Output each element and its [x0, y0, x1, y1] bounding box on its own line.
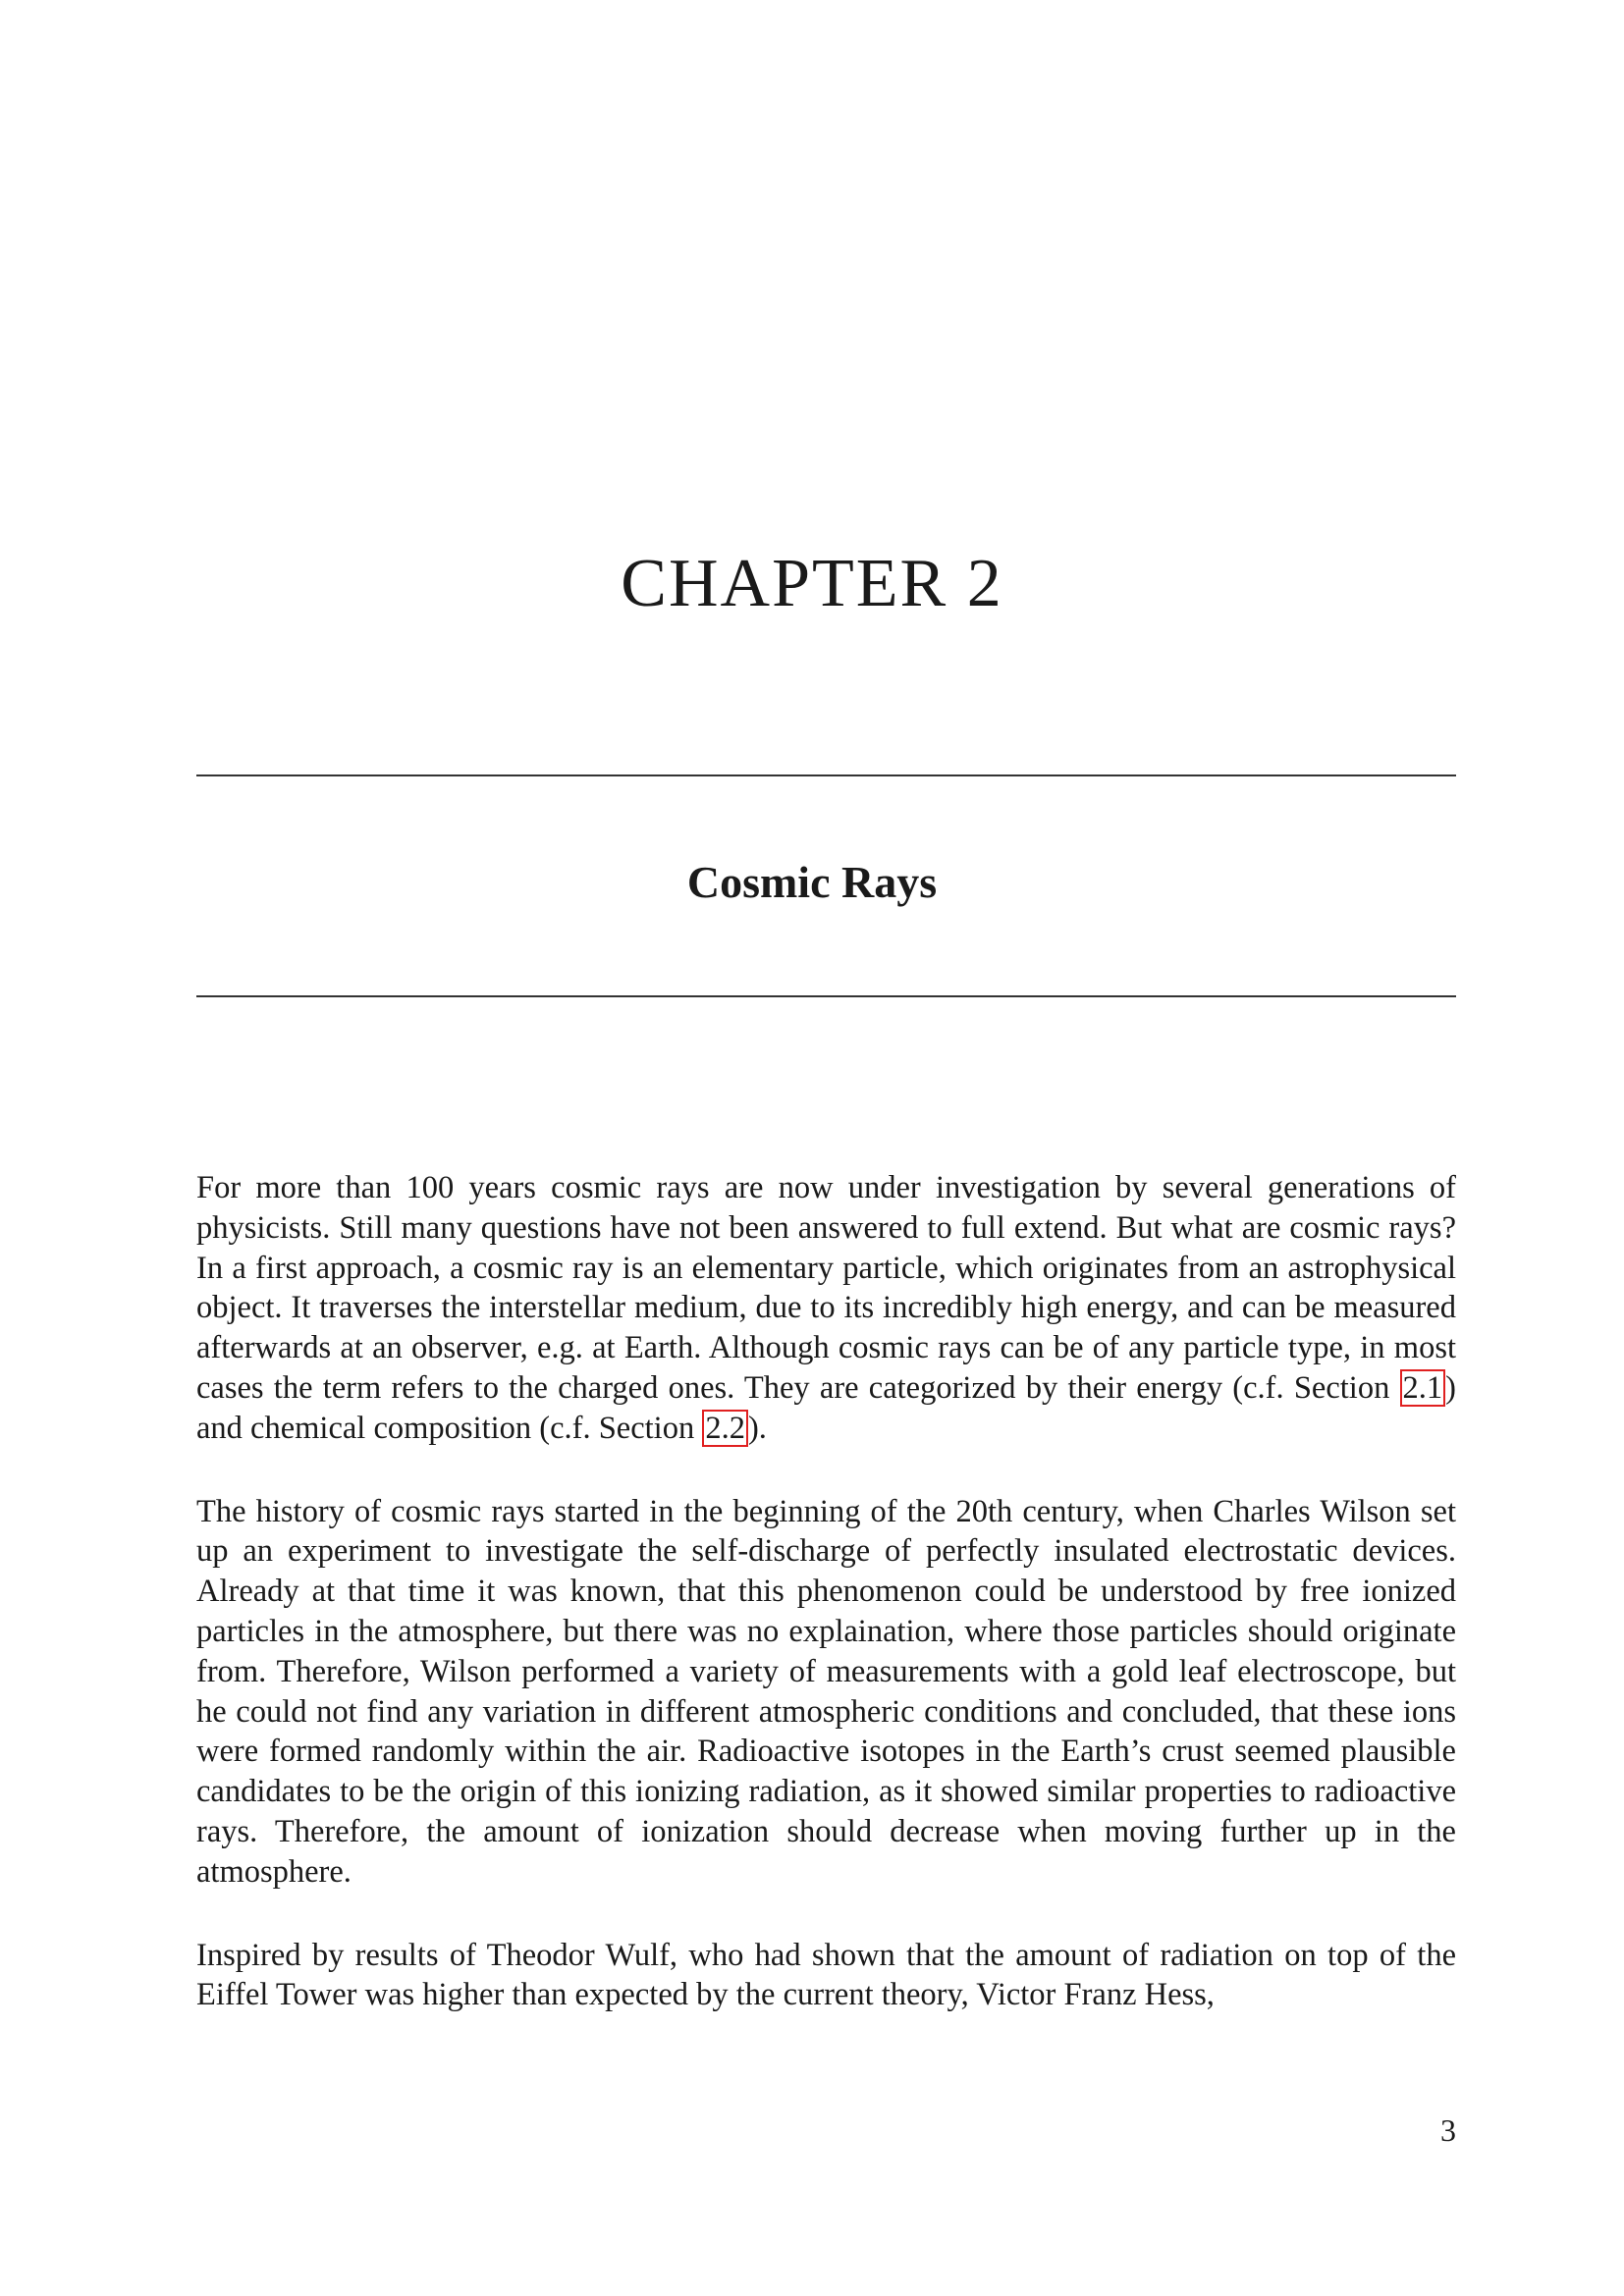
chapter-heading: CHAPTER 2: [621, 546, 1003, 621]
title-rule-bottom: [196, 995, 1456, 997]
paragraph-1-text-a: For more than 100 years cosmic rays are now under investigation by several generations of physicists. Still many questions have not been answered to full extend. But what are cosmic rays? In a first approach, a cosmic ray is an elementary particle, which originates from an astrophysical object. It traverses the interstellar medium, due to its incredibly high energy, and can be measured afterwards at an observer, e.g. at Earth. Although cosmic rays can be of any particle type, in most cases the term refers to the charged ones. They are categorized by their energy (c.f. Section: [196, 1170, 1456, 1406]
paragraph-2: The history of cosmic rays started in the beginning of the 20th century, when Charles Wilson set up an experiment to investigate the self-discharge of perfectly insulated electrostatic devices. Already at that time it was known, that this phenomenon could be understood by free ionized particles in the atmosphere, but there was no explaination, where those particles should originate from. Therefore, Wilson performed a variety of measurements with a gold leaf electroscope, but he could not find any variation in different atmospheric conditions and concluded, that these ions were formed randomly within the air. Radioactive isotopes in the Earth’s crust seemed plausible candidates to be the origin of this ionizing radiation, as it showed similar properties to radioactive rays. Therefore, the amount of ionization should decrease when moving further up in the atmosphere.: [196, 1493, 1456, 1890]
paragraph-1-text-b: ) and chemical composition (c.f. Section: [196, 1369, 1456, 1446]
section-ref-link[interactable]: 2.1: [1400, 1369, 1446, 1407]
page-number: 3: [1440, 2112, 1456, 2148]
paragraph-1: [196, 1168, 1456, 1449]
title-rule-top: [196, 774, 1456, 776]
body-text: [196, 1168, 1456, 2058]
section-ref-link[interactable]: 2.2: [702, 1410, 748, 1447]
paragraph-1-text-c: ).: [747, 1410, 767, 1446]
paragraph-3: Inspired by results of Theodor Wulf, who had shown that the amount of radiation on top of the Eiffel Tower was higher than expected by the current theory, Victor Franz Hess,: [196, 1937, 1456, 2013]
chapter-title: Cosmic Rays: [686, 857, 938, 907]
